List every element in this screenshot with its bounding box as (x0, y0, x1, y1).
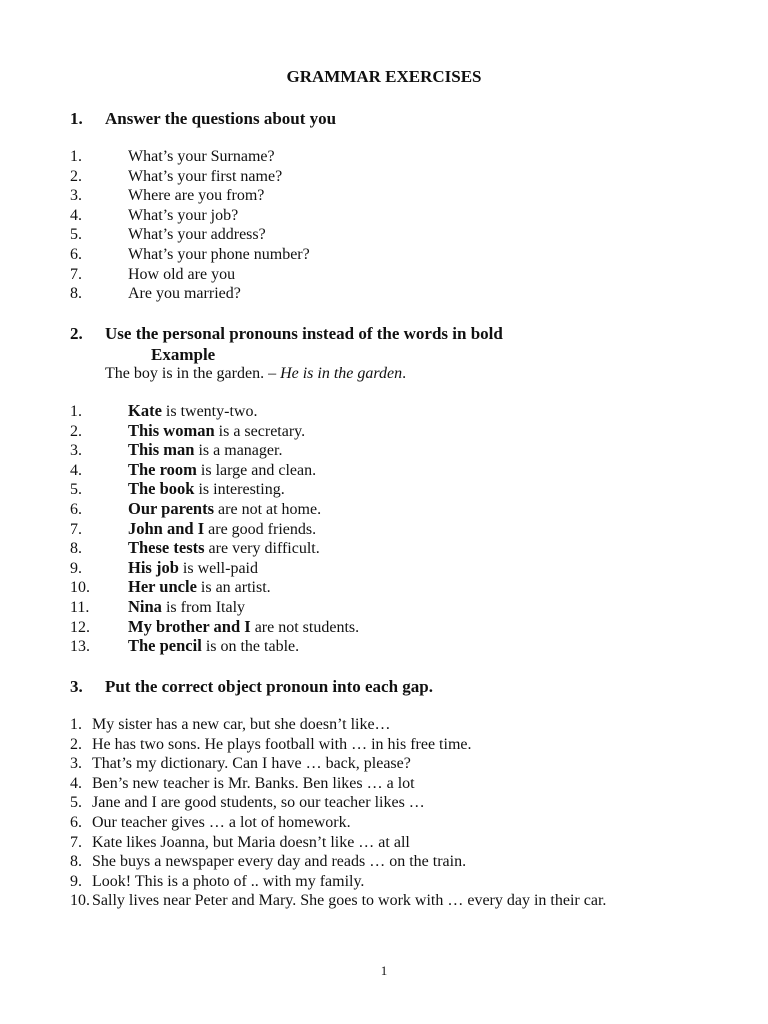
list-item (70, 284, 310, 304)
item-number: 13. (70, 638, 90, 656)
item-number: 8. (70, 285, 82, 303)
item-number: 4. (70, 206, 82, 224)
item-text: is a manager. (194, 442, 283, 460)
example-question: The boy is in the garden. – (105, 365, 281, 382)
list-item (70, 421, 359, 441)
bold-subject: This man (128, 440, 195, 460)
item-number: 7. (70, 265, 82, 283)
item-number: 1. (70, 716, 82, 733)
list-item (70, 186, 310, 206)
list-item (70, 597, 359, 617)
item-text: is a secretary. (214, 422, 306, 440)
section-2-heading (70, 323, 503, 345)
list-item (70, 735, 606, 755)
item-text: is on the table. (201, 638, 300, 656)
example-sentence (105, 364, 406, 384)
list-item (70, 225, 310, 245)
list-item (70, 206, 310, 226)
list-item (70, 147, 310, 167)
item-number: 11. (70, 598, 90, 616)
item-text: are not at home. (214, 500, 322, 518)
item-number: 6. (70, 245, 82, 263)
item-text: What’s your address? (128, 226, 266, 244)
page-title: GRAMMAR EXERCISES (286, 67, 482, 86)
list-item (70, 852, 606, 872)
bold-subject: Her uncle (128, 577, 197, 597)
bold-subject: Kate (128, 401, 162, 420)
bold-subject: My brother and I (128, 616, 251, 636)
item-number: 5. (70, 226, 82, 244)
section-3-list (70, 715, 606, 911)
list-item (70, 558, 359, 578)
item-text: Sally lives near Peter and Mary. She goes to work with … every day in their car. (92, 892, 607, 910)
item-text: Ben’s new teacher is Mr. Banks. Ben likes … a lot (92, 774, 415, 792)
section-title: Answer the questions about you (105, 109, 337, 128)
item-text: Look! This is a photo of .. with my family. (92, 872, 365, 890)
page-number: 1 (380, 963, 388, 978)
item-number: 8. (70, 853, 82, 871)
list-item (70, 538, 359, 558)
item-text: Are you married? (128, 285, 241, 303)
item-text: is from Italy (161, 598, 246, 616)
item-number: 6. (70, 500, 82, 518)
list-item (70, 577, 359, 597)
section-1-list (70, 147, 310, 304)
section-title: Use the personal pronouns instead of the words in bold (105, 324, 503, 343)
item-number: 9. (70, 872, 82, 890)
bold-subject: The room (128, 459, 197, 479)
item-text: Where are you from? (128, 187, 265, 205)
list-item (70, 245, 310, 265)
list-item (70, 754, 606, 774)
list-item (70, 715, 606, 735)
item-text: are very difficult. (204, 540, 320, 558)
item-number: 7. (70, 520, 82, 538)
item-text: Kate likes Joanna, but Maria doesn’t like … at all (92, 833, 410, 851)
item-number: 3. (70, 755, 82, 773)
section-title: Put the correct object pronoun into each gap. (105, 677, 434, 696)
example-answer: He is in the garden (280, 365, 403, 382)
section-3-heading (70, 676, 433, 698)
item-number: 4. (70, 774, 82, 792)
list-item (70, 872, 606, 892)
item-text: That’s my dictionary. Can I have … back, please? (92, 755, 411, 773)
section-number: 3. (70, 677, 83, 696)
list-item (70, 636, 359, 656)
item-text: What’s your first name? (128, 167, 283, 185)
item-text: Our teacher gives … a lot of homework. (92, 813, 351, 831)
list-item (70, 479, 359, 499)
item-text: What’s your Surname? (128, 148, 275, 165)
bold-subject: These tests (128, 538, 205, 558)
list-item (70, 265, 310, 285)
list-item (70, 499, 359, 519)
item-text: is interesting. (194, 481, 285, 499)
item-number: 12. (70, 618, 90, 636)
bold-subject: The pencil (128, 636, 202, 656)
item-number: 10. (70, 892, 90, 910)
item-text: She buys a newspaper every day and reads … on the train. (92, 853, 467, 871)
item-number: 8. (70, 540, 82, 558)
item-number: 5. (70, 481, 82, 499)
list-item (70, 774, 606, 794)
item-number: 5. (70, 794, 82, 812)
list-item (70, 519, 359, 539)
example-label: Example (151, 345, 216, 364)
item-number: 10. (70, 579, 90, 597)
bold-subject: The book (128, 479, 195, 499)
item-number: 1. (70, 148, 82, 165)
section-number: 1. (70, 109, 83, 128)
item-text: He has two sons. He plays football with … in his free time. (92, 735, 472, 753)
list-item (70, 617, 359, 637)
section-1-heading (70, 108, 336, 130)
bold-subject: Our parents (128, 498, 215, 518)
item-text: are not students. (250, 618, 360, 636)
item-text: Jane and I are good students, so our teacher likes … (92, 794, 425, 812)
item-number: 2. (70, 167, 82, 185)
bold-subject: John and I (128, 518, 205, 538)
list-item (70, 793, 606, 813)
item-text: How old are you (128, 265, 236, 283)
list-item (70, 167, 310, 187)
item-text: is an artist. (196, 579, 271, 597)
item-number: 3. (70, 442, 82, 460)
list-item (70, 401, 359, 421)
bold-subject: His job (128, 557, 179, 577)
item-text: is well-paid (178, 559, 258, 577)
list-item (70, 891, 606, 911)
list-item (70, 813, 606, 833)
item-text: What’s your phone number? (128, 245, 310, 263)
item-number: 6. (70, 813, 82, 831)
item-number: 9. (70, 559, 82, 577)
item-number: 2. (70, 422, 82, 440)
item-number: 1. (70, 403, 82, 420)
example-end: . (402, 365, 407, 382)
item-number: 4. (70, 461, 82, 479)
item-number: 3. (70, 187, 82, 205)
item-text: What’s your job? (128, 206, 239, 224)
item-text: My sister has a new car, but she doesn’t like… (92, 716, 391, 733)
item-number: 2. (70, 735, 82, 753)
item-text: is twenty-two. (161, 403, 258, 420)
bold-subject: This woman (128, 420, 215, 440)
section-number: 2. (70, 324, 83, 343)
list-item (70, 833, 606, 853)
bold-subject: Nina (128, 596, 162, 616)
list-item (70, 460, 359, 480)
item-number: 7. (70, 833, 82, 851)
list-item (70, 440, 359, 460)
section-2-list (70, 401, 359, 656)
item-text: are good friends. (204, 520, 317, 538)
item-text: is large and clean. (196, 461, 317, 479)
